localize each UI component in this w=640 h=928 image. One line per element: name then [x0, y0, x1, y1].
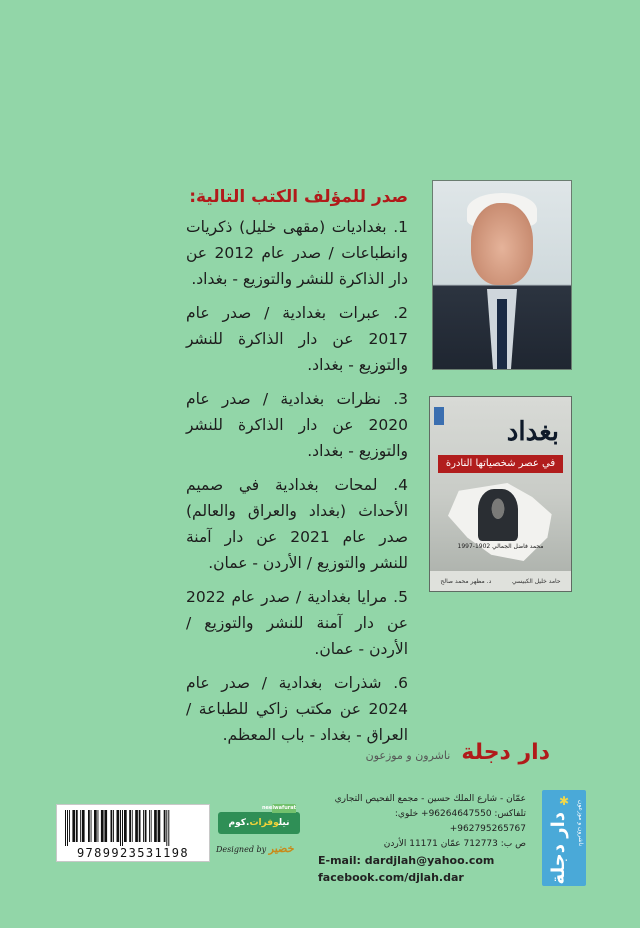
barcode-bar	[124, 810, 127, 842]
books-heading: صدر للمؤلف الكتب التالية:	[189, 187, 408, 207]
barcode-bar	[154, 810, 157, 842]
author-photo	[432, 180, 572, 370]
bookstore-badge	[218, 805, 300, 834]
contact-email: E-mail: dardjlah@yahoo.com	[318, 854, 495, 867]
barcode-bar	[145, 810, 147, 842]
barcode-bar	[122, 810, 123, 846]
book-cover-logo-strip	[434, 407, 444, 425]
barcode-bar	[139, 810, 141, 842]
contact-address: عمّان - شارع الملك حسين - مجمع الفحيص التجاري	[334, 794, 526, 804]
publisher-line	[310, 740, 550, 765]
barcode-bars	[63, 810, 203, 846]
barcode-bar	[101, 810, 104, 842]
publisher-logo-tagline: ناشرون و موزعون	[577, 800, 584, 847]
barcode-bar	[91, 810, 92, 842]
book-cover-title: بغداد	[506, 417, 559, 447]
book-item-1: 1. بغداديات (مقهى خليل) ذكريات وانطباعات / صدر عام 2012 عن دار الذاكرة للنشر والتوزيع - بغداد.	[186, 218, 408, 288]
barcode-bar	[69, 810, 70, 842]
contact-phones: تلفاكس: 96264647550+ خلوي: 962795265767+	[394, 809, 526, 834]
bookstore-badge-tab: neelwafurat	[261, 805, 296, 811]
designer-name: خضير	[268, 842, 295, 855]
barcode-bar	[65, 810, 66, 846]
book-cover-author-right: حامد خليل الكبيسي	[512, 577, 561, 585]
book-item-6: 6. شذرات بغدادية / صدر عام 2024 عن مكتب زاكي للطباعة / العراق - بغداد - باب المعظم.	[186, 674, 408, 744]
barcode-bar	[104, 810, 107, 842]
isbn-barcode	[56, 804, 210, 862]
book-cover-caption: محمد فاضل الجمالي 1902-1997	[457, 543, 544, 550]
barcode-bar	[82, 810, 85, 842]
designer-label: Designed by	[216, 845, 267, 854]
book-item-3: 3. نظرات بغدادية / صدر عام 2020 عن دار الذاكرة للنشر والتوزيع - بغداد.	[186, 390, 408, 460]
book-item-4: 4. لمحات بغدادية في صميم الأحداث (بغداد والعراق والعالم) صدر عام 2021 عن دار آمنة للنشر والتوزيع / الأردن - عمان.	[186, 476, 408, 572]
barcode-bar	[151, 810, 152, 842]
barcode-bar	[113, 810, 114, 842]
contact-facebook: facebook.com/djlah.dar	[318, 871, 464, 884]
barcode-bar	[88, 810, 90, 842]
publisher-name: دار دجلة	[461, 740, 550, 765]
book-cover-author-left: د. مظهر محمد صالح	[440, 577, 492, 585]
book-cover-subtitle: في عصر شخصياتها النادرة	[438, 455, 563, 473]
barcode-bar	[72, 810, 75, 842]
barcode-bar	[80, 810, 81, 842]
barcode-bar	[76, 810, 78, 842]
books-list	[186, 214, 408, 748]
barcode-bar	[143, 810, 144, 842]
contact-block	[318, 792, 526, 886]
bookstore-badge-main: نيل	[278, 818, 290, 828]
barcode-bar	[168, 810, 169, 846]
publisher-logo	[542, 790, 586, 886]
barcode-bar	[120, 810, 121, 846]
book-cover-authors	[430, 571, 571, 591]
author-tie	[497, 299, 507, 369]
barcode-bar	[98, 810, 99, 842]
publisher-tagline: ناشرون و موزعون	[365, 749, 451, 762]
author-face	[471, 203, 533, 285]
palm-icon: ✱	[558, 794, 570, 808]
barcode-bar	[129, 810, 131, 842]
designer-credit	[216, 842, 308, 855]
book-cover-thumbnail	[429, 396, 572, 592]
bookstore-badge-suffix: .كوم	[228, 818, 250, 828]
barcode-bar	[149, 810, 150, 842]
barcode-bar	[166, 810, 167, 846]
barcode-bar	[111, 810, 113, 842]
barcode-bar	[164, 810, 166, 842]
contact-po-box: ص ب: 712773 عمّان 11171 الأردن	[383, 839, 526, 849]
bookstore-badge-accent: وفرات	[249, 818, 279, 828]
book-item-5: 5. مرايا بغدادية / صدر عام 2022 عن دار آمنة للنشر والتوزيع / الأردن - عمان.	[186, 588, 408, 658]
barcode-bar	[94, 810, 97, 842]
book-item-2: 2. عبرات بغدادية / صدر عام 2017 عن دار الذاكرة للنشر والتوزيع - بغداد.	[186, 304, 408, 374]
book-cover-portrait	[478, 489, 518, 541]
barcode-bar	[67, 810, 68, 846]
books-list-block	[186, 184, 408, 756]
barcode-number: 9789923531198	[76, 846, 190, 860]
barcode-bar	[135, 810, 138, 842]
barcode-bar	[158, 810, 161, 842]
barcode-bar	[117, 810, 120, 842]
publisher-logo-text: دار دجلة	[548, 812, 569, 885]
barcode-bar	[132, 810, 133, 842]
